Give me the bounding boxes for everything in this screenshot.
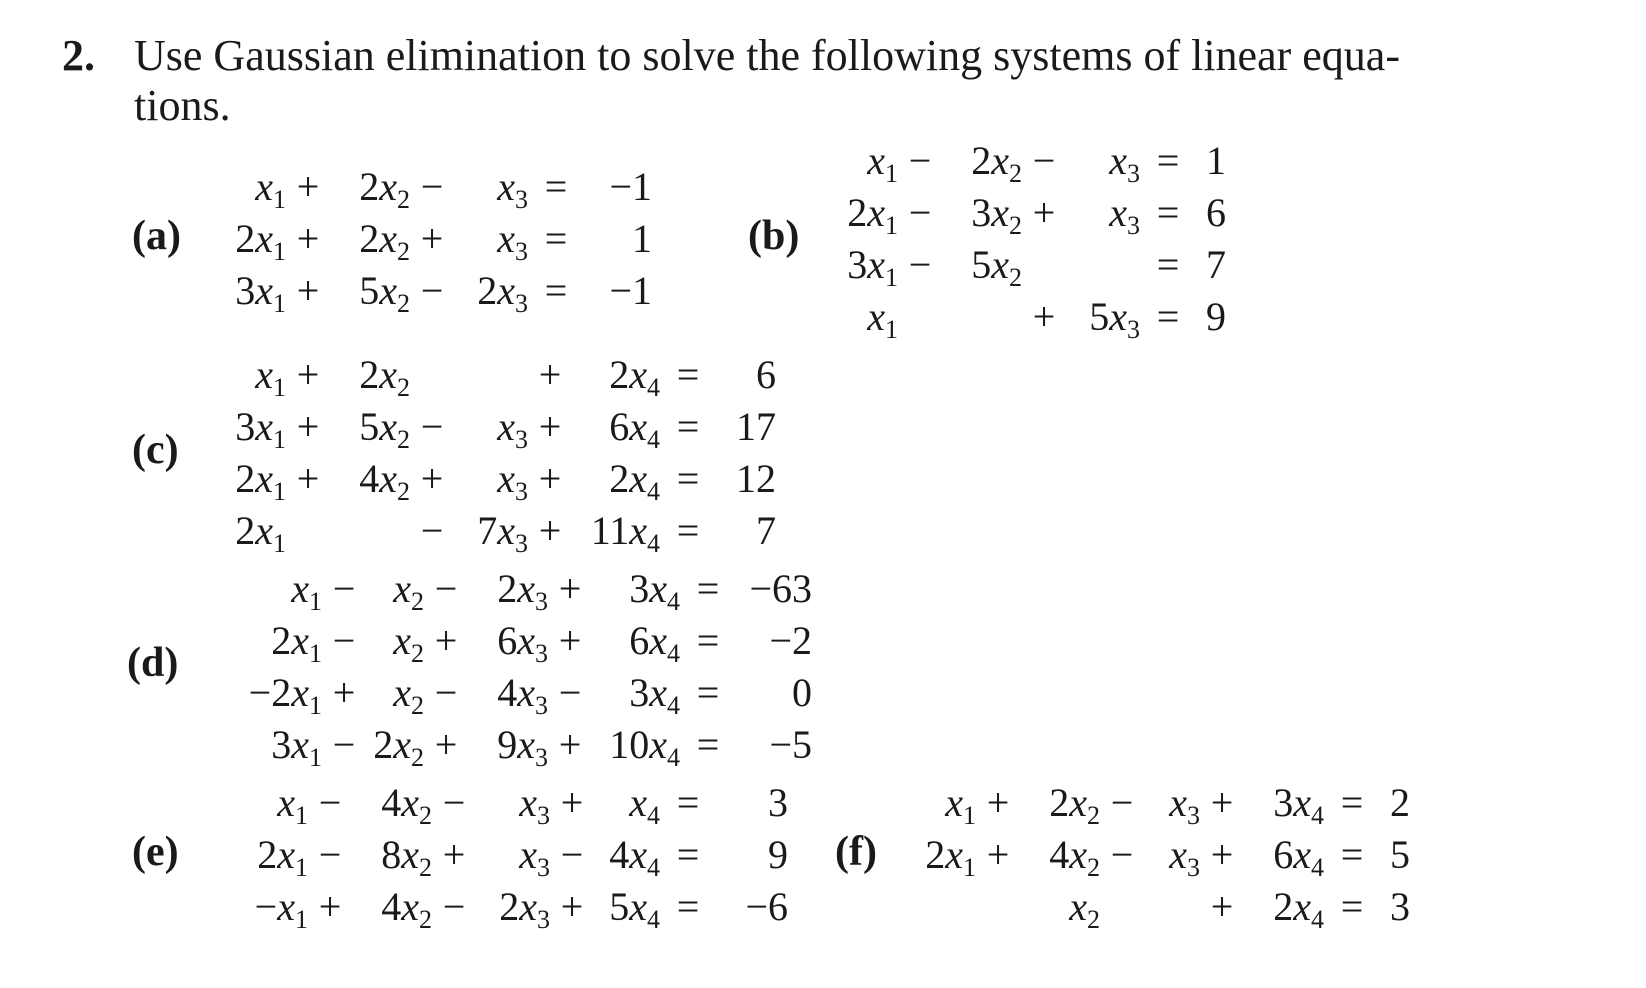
rhs-value: 1	[632, 215, 652, 261]
equation-row	[840, 134, 1226, 186]
operator	[410, 348, 454, 400]
operator: +	[296, 267, 320, 313]
equation-row	[840, 290, 1226, 342]
rhs-value: −5	[769, 721, 812, 767]
rhs-value: 2	[1390, 779, 1410, 825]
term: $-2x_1$	[248, 669, 322, 720]
term: $x_3$	[497, 215, 528, 266]
term: $2x_1$	[235, 215, 286, 266]
operator: +	[558, 721, 582, 767]
rhs-value: −6	[745, 883, 788, 929]
term: $x_1$	[277, 779, 308, 830]
system-label-e: (e)	[132, 829, 179, 875]
term: $2x_2$	[359, 351, 410, 402]
term: $2x_2$	[1049, 779, 1100, 830]
equals-sign: =	[544, 267, 568, 313]
term: $x_1$	[945, 779, 976, 830]
term: $x_3$	[1169, 831, 1200, 882]
equation-row	[228, 562, 812, 614]
term: $8x_2$	[381, 831, 432, 882]
operator: +	[434, 617, 458, 663]
term: $10x_4$	[609, 721, 680, 772]
system-label-f: (f)	[835, 829, 877, 875]
equals-sign: =	[1156, 241, 1180, 287]
term: $2x_2$	[373, 721, 424, 772]
operator: +	[986, 779, 1010, 825]
equation-system-a	[228, 160, 652, 316]
term: $x_1$	[291, 565, 322, 616]
operator: −	[908, 241, 932, 287]
equation-row	[228, 880, 788, 932]
equals-sign: =	[1156, 293, 1180, 339]
term: $2x_4$	[609, 455, 660, 506]
equals-sign: =	[696, 721, 720, 767]
term: $4x_2$	[381, 779, 432, 830]
equals-sign: =	[676, 831, 700, 877]
operator	[1022, 238, 1066, 290]
term	[1144, 880, 1200, 932]
equation-row	[228, 776, 788, 828]
term: $x_3$	[1109, 189, 1140, 240]
operator: +	[538, 507, 562, 553]
term: $2x_2$	[359, 215, 410, 266]
term: $9x_3$	[497, 721, 548, 772]
term: $x_2$	[393, 669, 424, 720]
term: $2x_1$	[847, 189, 898, 240]
operator: +	[296, 403, 320, 449]
rhs-value: 3	[768, 779, 788, 825]
operator: +	[296, 163, 320, 209]
equals-sign: =	[676, 779, 700, 825]
term: $4x_4$	[609, 831, 660, 882]
operator: +	[420, 215, 444, 261]
term: $3x_1$	[235, 403, 286, 454]
operator: +	[1032, 189, 1056, 235]
term: $5x_3$	[1089, 293, 1140, 344]
term: $x_3$	[519, 779, 550, 830]
operator: +	[538, 455, 562, 501]
term	[1066, 238, 1140, 290]
operator: −	[420, 267, 444, 313]
term: $x_1$	[255, 351, 286, 402]
term: $5x_2$	[359, 267, 410, 318]
equals-sign: =	[676, 455, 700, 501]
operator: −	[1110, 779, 1134, 825]
rhs-value: −63	[749, 565, 812, 611]
equals-sign: =	[544, 163, 568, 209]
equation-system-c	[228, 348, 776, 556]
operator: +	[296, 455, 320, 501]
term: $6x_4$	[609, 403, 660, 454]
equals-sign: =	[1340, 831, 1364, 877]
equals-sign: =	[544, 215, 568, 261]
operator	[286, 504, 330, 556]
equals-sign: =	[1340, 779, 1364, 825]
operator: +	[442, 831, 466, 877]
term: $x_1$	[867, 137, 898, 188]
term: $-x_1$	[254, 883, 308, 934]
equals-sign: =	[1340, 883, 1364, 929]
term: $x_3$	[497, 163, 528, 214]
operator: −	[908, 137, 932, 183]
operator: +	[332, 669, 356, 715]
term: $x_2$	[1069, 883, 1100, 934]
rhs-value: 7	[1206, 241, 1226, 287]
term	[942, 290, 1022, 342]
equals-sign: =	[676, 351, 700, 397]
term: $3x_4$	[629, 669, 680, 720]
problem-statement	[62, 30, 1400, 82]
equals-sign: =	[696, 617, 720, 663]
operator: −	[908, 189, 932, 235]
equation-row	[228, 264, 652, 316]
term: $3x_1$	[235, 267, 286, 318]
term: $x_2$	[393, 565, 424, 616]
operator: +	[296, 351, 320, 397]
equals-sign: =	[1156, 137, 1180, 183]
term: $3x_2$	[971, 189, 1022, 240]
operator: +	[1210, 883, 1234, 929]
equals-sign: =	[676, 883, 700, 929]
rhs-value: −1	[609, 267, 652, 313]
rhs-value: 0	[792, 669, 812, 715]
term: $x_2$	[393, 617, 424, 668]
operator: +	[558, 565, 582, 611]
term: $2x_4$	[609, 351, 660, 402]
equation-row	[228, 400, 776, 452]
rhs-value: 9	[1206, 293, 1226, 339]
operator: −	[420, 403, 444, 449]
equation-row	[918, 776, 1410, 828]
equation-row	[228, 212, 652, 264]
term: $6x_4$	[1273, 831, 1324, 882]
term: $2x_2$	[971, 137, 1022, 188]
equation-row	[228, 614, 812, 666]
equation-row	[228, 504, 776, 556]
operator	[898, 290, 942, 342]
equation-row	[918, 828, 1410, 880]
term: $2x_2$	[359, 163, 410, 214]
operator: +	[1032, 293, 1056, 339]
term: $x_3$	[497, 455, 528, 506]
equals-sign: =	[676, 507, 700, 553]
operator: +	[560, 779, 584, 825]
term: $11x_4$	[590, 507, 660, 558]
operator: +	[420, 455, 444, 501]
term: $3x_4$	[1273, 779, 1324, 830]
operator: +	[560, 883, 584, 929]
rhs-value: 7	[756, 507, 776, 553]
equation-row	[918, 880, 1410, 932]
term: $2x_3$	[497, 565, 548, 616]
operator: −	[332, 721, 356, 767]
term: $x_3$	[519, 831, 550, 882]
operator: −	[558, 669, 582, 715]
operator: +	[1210, 831, 1234, 877]
term: $2x_1$	[925, 831, 976, 882]
equation-row	[228, 828, 788, 880]
equals-sign: =	[676, 403, 700, 449]
operator: +	[986, 831, 1010, 877]
operator: −	[434, 565, 458, 611]
operator: +	[434, 721, 458, 767]
operator: −	[442, 779, 466, 825]
term: $3x_4$	[629, 565, 680, 616]
rhs-value: 6	[756, 351, 776, 397]
equation-row	[228, 452, 776, 504]
term: $4x_2$	[381, 883, 432, 934]
operator: −	[318, 779, 342, 825]
operator: −	[1032, 137, 1056, 183]
term: $3x_1$	[271, 721, 322, 772]
equation-row	[228, 348, 776, 400]
operator	[976, 880, 1020, 932]
term: $2x_3$	[477, 267, 528, 318]
equation-system-f	[918, 776, 1410, 932]
equation-row	[228, 718, 812, 770]
rhs-value: 1	[1206, 137, 1226, 183]
term: $2x_4$	[1273, 883, 1324, 934]
operator: −	[1110, 831, 1134, 877]
term: $2x_1$	[235, 507, 286, 558]
operator: +	[538, 403, 562, 449]
equation-row	[228, 160, 652, 212]
term: $x_1$	[867, 293, 898, 344]
system-label-d: (d)	[127, 640, 179, 686]
term: $4x_2$	[359, 455, 410, 506]
rhs-value: −1	[609, 163, 652, 209]
term: $6x_3$	[497, 617, 548, 668]
rhs-value: 5	[1390, 831, 1410, 877]
operator: −	[318, 831, 342, 877]
term: $2x_1$	[257, 831, 308, 882]
term	[454, 348, 528, 400]
term: $x_3$	[497, 403, 528, 454]
equation-system-b	[840, 134, 1226, 342]
operator: −	[420, 163, 444, 209]
operator	[1100, 880, 1144, 932]
term: $2x_1$	[235, 455, 286, 506]
term: $4x_3$	[497, 669, 548, 720]
operator: +	[538, 351, 562, 397]
problem-text-line1: Use Gaussian elimination to solve the following systems of linear equa-	[134, 31, 1400, 80]
term: $5x_2$	[359, 403, 410, 454]
term: $7x_3$	[477, 507, 528, 558]
system-label-a: (a)	[132, 213, 181, 259]
operator: +	[318, 883, 342, 929]
operator: +	[1210, 779, 1234, 825]
rhs-value: −2	[769, 617, 812, 663]
equals-sign: =	[696, 565, 720, 611]
operator: −	[332, 617, 356, 663]
term: $x_3$	[1109, 137, 1140, 188]
term: $5x_2$	[971, 241, 1022, 292]
equation-system-d	[228, 562, 812, 770]
term: $x_4$	[629, 779, 660, 830]
term: $3x_1$	[847, 241, 898, 292]
term: $x_3$	[1169, 779, 1200, 830]
problem-number: 2.	[62, 31, 95, 80]
term: $5x_4$	[609, 883, 660, 934]
operator: −	[420, 507, 444, 553]
term: $x_1$	[255, 163, 286, 214]
term	[918, 880, 976, 932]
operator: −	[434, 669, 458, 715]
term	[330, 504, 410, 556]
equation-row	[840, 186, 1226, 238]
term: $6x_4$	[629, 617, 680, 668]
term: $2x_3$	[499, 883, 550, 934]
equation-system-e	[228, 776, 788, 932]
term: $2x_1$	[271, 617, 322, 668]
term: $4x_2$	[1049, 831, 1100, 882]
operator: −	[560, 831, 584, 877]
operator: +	[296, 215, 320, 261]
system-label-c: (c)	[132, 427, 179, 473]
rhs-value: 17	[736, 403, 776, 449]
rhs-value: 3	[1390, 883, 1410, 929]
equals-sign: =	[696, 669, 720, 715]
equation-row	[228, 666, 812, 718]
system-label-b: (b)	[748, 213, 800, 259]
problem-text-line2: tions.	[134, 81, 231, 130]
equals-sign: =	[1156, 189, 1180, 235]
operator: −	[442, 883, 466, 929]
rhs-value: 6	[1206, 189, 1226, 235]
operator: +	[558, 617, 582, 663]
equation-row	[840, 238, 1226, 290]
rhs-value: 9	[768, 831, 788, 877]
operator: −	[332, 565, 356, 611]
rhs-value: 12	[736, 455, 776, 501]
